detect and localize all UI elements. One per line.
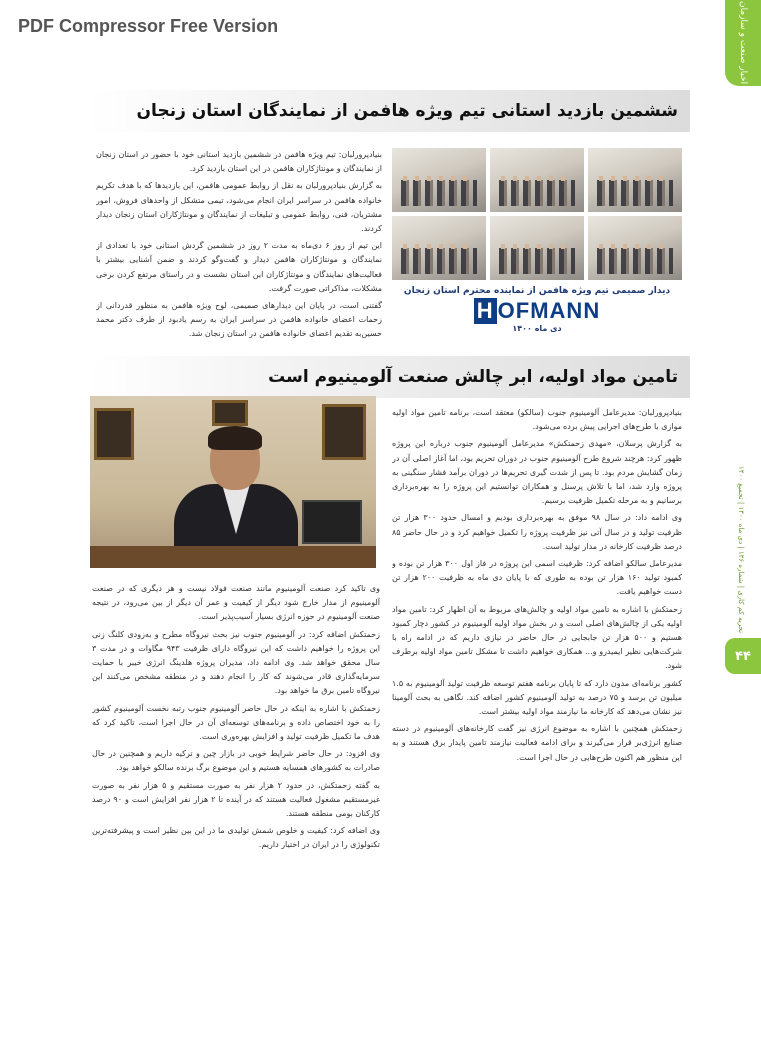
article2-title: تامین مواد اولیه، ابر چالش صنعت آلومینیوم است (268, 367, 678, 387)
article2-headline-bar (88, 356, 690, 398)
section-tab (725, 0, 761, 86)
article1-paragraph: بنیادپرورلبان: تیم ویژه هافمن در ششمین بازدید استانی خود با حضور در استان زنجان از نمایندگان و مونتاژکاران هافمن در این استان بازدید کرد. (96, 150, 382, 174)
article1-photo-caption-box (392, 280, 682, 344)
article2-paragraph: بنیادپرورلبان: مدیرعامل آلومینیوم جنوب (سالکو) معتقد است، برنامه تامین مواد اولیه موازی با طرح‌های اجرایی پیش برده می‌شود. (392, 408, 682, 432)
article1-photo (490, 148, 584, 212)
article1-photo-date: دی ماه ۱۴۰۰ (512, 324, 562, 333)
article1-photo (588, 148, 682, 212)
article2-paragraph: زحمتکش اضافه کرد: در آلومینیوم جنوب نیز بحث نیروگاه مطرح و به‌زودی کلنگ زنی این پروژه را خواهیم داشت که این نیروگاه دارای ظرفیت ۹۴۳ مگاوات و در مدت ۳ سال محقق خواهد شد. وی ادامه داد، مدیران پروژه هلدینگ انرژی خیبر با حمایت سرمایه‌گذاری قادر می‌شوند که کار را انجام دهند و در منطقه مشخص می‌کنند این نیروگاه تامین برق ما خواهد بود. (92, 629, 380, 696)
hofmann-logo: H OFMANN (474, 298, 600, 324)
article2-paragraph: زحمتکش همچنین با اشاره به موضوع انرژی نیز گفت کارخانه‌های آلومینیوم در دسته صنایع انرژی‌بر قرار می‌گیرند و برای ادامه فعالیت نیازمند تامین پایدار برق هستند و به این منظور هم اکنون طرح‌هایی در حال اجرا است. (392, 724, 682, 762)
article2-left-column (92, 582, 380, 972)
article2-portrait-photo (90, 396, 376, 568)
article1-headline-bar (88, 90, 690, 132)
article1-photo (392, 148, 486, 212)
section-tab-label: اخبار صنعت و سازمان (738, 1, 748, 85)
article1-title: ششمین بازدید استانی تیم ویژه هافمن از نمایندگان استان زنجان (136, 101, 678, 121)
article1-photo-caption: دیدار صمیمی تیم ویژه هافمن از نماینده محترم استان زنجان (403, 286, 671, 296)
hofmann-logo-text: OFMANN (497, 298, 601, 323)
article2-paragraph: وی اضافه کرد: کیفیت و خلوص شمش تولیدی ما در این بین نظیر است و پیشرفته‌ترین تکنولوژی را در ایران در اختیار داریم. (92, 826, 380, 850)
article2-right-column (392, 406, 682, 966)
watermark-text: PDF Compressor Free Version (18, 16, 279, 36)
article1-paragraph: به گزارش بنیادپرورلبان به نقل از روابط عمومی هافمن، این بازدیدها که با هدف تکریم خانواده هافمن در سراسر ایران انجام می‌شود، تیمی متشکل از واحدهای فروش، امور مشتریان، فنی، روابط عمومی و تبلیغات از نمایندگان و مونتاژکاران استان زنجان دیدار کردند. (96, 181, 382, 234)
article1-photo-grid (392, 148, 682, 280)
side-strip-text: تحریه کم کاری | شماره ۱۳۶ | دی ماه ۱۴۰۰ | تجمیع ۱۴۰۰ (737, 466, 745, 634)
article1-photo (588, 216, 682, 280)
article1-photo (392, 216, 486, 280)
article2-paragraph: زحمتکش با اشاره به اینکه در حال حاضر آلومینیوم جنوب رتبه نخست آلومینیوم کشور را به خود اختصاص داده و برنامه‌های توسعه‌ای آن در حال اجرا است، تاکید کرد که هدف ما تکمیل ظرفیت تولید و افزایش بهره‌وری است. (92, 703, 380, 742)
article2-paragraph: وی ادامه داد: در سال ۹۸ موفق به بهره‌برداری بودیم و امسال حدود ۳۰۰ هزار تن ظرفیت تولید و در سال آتی نیز ظرفیت پروژه را تکمیل خواهیم کرد و در حال حاضر ۸۵ درصد ظرفیت کارخانه در مدار تولید است. (392, 513, 682, 551)
article2-paragraph: به گزارش پرسلان، «مهدی زحمتکش» مدیرعامل آلومینیوم جنوب درباره این پروژه ظهور کرد: هرچند شروع طرح آلومینیوم جنوب در دوران تحریم بود، اما آغاز اصلی آن در زمان گشایش مردم بود. تا پس از شدت گیری تحریم‌ها در دوران برآمد فشار سنگینی به پروژه وارد شد، اما با تلاش پرسنل و همکاران توانستیم این پروژه را به بهره‌برداری برسانیم و به مرحله تکمیل ظرفیت برسیم. (392, 439, 682, 506)
article2-paragraph: زحمتکش با اشاره به تامین مواد اولیه و چالش‌های مربوط به آن اظهار کرد: تامین مواد اولیه یکی از چالش‌های اصلی است و در بخش مواد اولیه آلومینیوم در کشور دچار کمبود هستیم و ۵۰۰ هزار تن جابجایی در حال حاضر در نیازی داریم که در ادامه راه با شرکت‌هایی نظیر ایمیدرو و... همکاری خواهیم داشت تا مشکل تامین مواد اولیه برطرف شود. (392, 604, 682, 671)
article1-body (96, 148, 382, 354)
article1-photo (490, 216, 584, 280)
article2-paragraph: کشور برنامه‌ای مدون دارد که تا پایان برنامه هفتم توسعه ظرفیت تولید آلومینیوم به ۱.۵ میلیون تن برسد و ۷۵ درصد به تولید آلومینیوم کشور اضافه کند. نگاهی به بحث آلومینا نیز نشان می‌دهد که کارخانه ما نیازمند مواد اولیه بیشتر است. (392, 678, 682, 717)
article1-paragraph: گفتنی است، در پایان این دیدارهای صمیمی، لوح ویژه هافمن به منظور قدردانی از زحمات اعضای خانواده هافمن در سراسر ایران به رسم یادبود از طرف دکتر محمد حسین‌به تقدیم اعضای خانواده هافمن در استان زنجان شد. (96, 301, 382, 339)
article2-paragraph: وی تاکید کرد صنعت آلومینیوم مانند صنعت فولاد نیست و هر دیگری که در صنعت آلومینیوم از مدار خارج شود دیگر از کیفیت و عمر آن دیگر از بین می‌رود، در نتیجه صنعت آلومینیوم در حوزه انرژی بسیار آسیب‌پذیر است. (92, 584, 380, 622)
article1-paragraph: این تیم از روز ۶ دی‌ماه به مدت ۲ روز در ششمین گردش استانی خود با تعدادی از نمایندگان و مونتاژکاران هافمن دیدار و گفت‌وگو کردند و ضمن آشنایی بیشتر با فعالیت‌های نمایندگان و مونتاژکاران این استان نشست و در راستای مرتفع کردن برخی مشکلات، مذاکراتی صورت گرفت. (96, 241, 382, 293)
page-number: ۴۴ (725, 638, 761, 674)
article2-paragraph: به گفته زحمتکش، در حدود ۲ هزار نفر به صورت مستقیم و ۵ هزار نفر به صورت غیرمستقیم مشغول فعالیت هستند که در آینده تا ۲ هزار نفر افزایش است و ۹۰ درصد کارکنان بومی منطقه هستند. (92, 780, 380, 819)
article2-paragraph: مدیرعامل سالکو اضافه کرد: ظرفیت اسمی این پروژه در فاز اول ۳۰۰ هزار تن بوده و کمبود تولید ۱۶۰ هزار تن بوده به طوری که با پایان دی ماه به ظرفیت ۲۰۰ هزار تن دست خواهیم یافت. (392, 559, 682, 597)
article2-paragraph: وی افزود: در حال حاضر شرایط خوبی در بازار چین و ترکیه داریم و همچنین در حال صادرات به کشورهای همسایه هستیم و این موضوع برگ برنده سالکو خواهد بود. (92, 749, 380, 773)
